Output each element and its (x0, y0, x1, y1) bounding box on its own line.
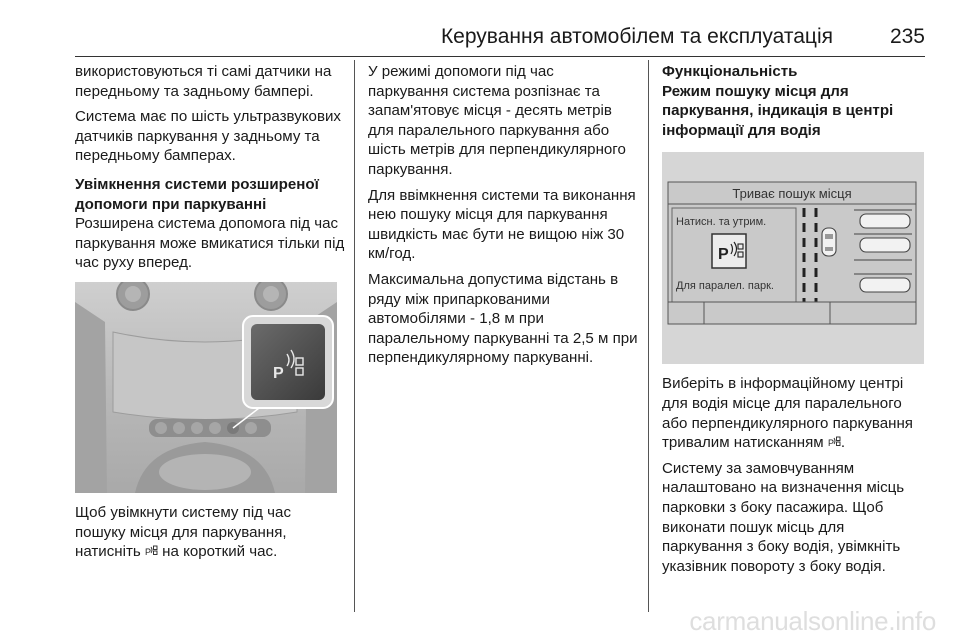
dashboard-photo (75, 282, 337, 493)
display-hint-top: Натисн. та утрим. (676, 216, 767, 229)
page-number: 235 (889, 25, 925, 48)
driver-info-display-illustration (662, 152, 924, 364)
svg-text:P: P (718, 246, 729, 264)
paragraph: Максимальна допустима відстань в ряду між припаркованими автомобілями - 1,8 м при паралельному паркуванні та 2,5 м при перпендикулярному паркуванні. (368, 270, 638, 367)
parking-assist-icon (145, 544, 158, 557)
watermark: carmanualsonline.info (689, 606, 936, 636)
paragraph: Для ввімкнення системи та виконання нею пошуку місця для паркування швидкість має бути не вищою ніж 30 км/год. (368, 186, 636, 263)
display-banner: Триває пошук місця (732, 186, 852, 202)
svg-text:P: P (144, 547, 151, 558)
page-title: Керування автомобілем та експлуатація (440, 25, 833, 48)
column-divider (648, 60, 649, 612)
column-1 (75, 62, 345, 568)
parking-assist-icon (828, 435, 841, 448)
paragraph: Щоб увімкнути систему під час пошуку місця для паркування, натисніть P на короткий час. (75, 503, 291, 561)
section-heading: Функціональність (662, 63, 798, 80)
paragraph: У режимі допомоги під час паркування система розпізнає та запам'ятовує місця - десять метрів для паралельного паркування або шість метрів для перпендикулярного паркування. (368, 63, 626, 178)
paragraph: Система має по шість ультразвукових датчиків паркування у задньому та передньому бамперах. (75, 108, 341, 165)
svg-text:P: P (273, 364, 284, 382)
display-hint-bottom: Для паралел. парк. (676, 280, 774, 293)
svg-text:P: P (827, 438, 834, 449)
paragraph: Систему за замовчуванням налаштовано на визначення місць парковки з боку пасажира. Щоб виконати пошук місць для паркування з боку водія, увімкніть указівник повороту з боку водія. (662, 459, 905, 575)
section-heading: Увімкнення системи розширеної допомоги при паркуванні (75, 175, 319, 213)
subsection-heading: Режим пошуку місця для паркування, індикація в центрі інформації для водія (662, 82, 894, 139)
column-2 (368, 62, 638, 374)
info-display (662, 152, 924, 364)
header-rule (75, 56, 925, 57)
paragraph: Розширена система допомога під час паркування може вмикатися тільки під час руху вперед. (75, 215, 345, 272)
paragraph: Виберіть в інформаційному центрі для водія місце для паралельного або перпендикулярного паркування тривалим натисканням P . (662, 375, 913, 452)
column-divider (354, 60, 355, 612)
page-header (75, 22, 925, 54)
dashboard-button-illustration (75, 282, 337, 493)
paragraph: використовуються ті самі датчики на передньому та задньому бампері. (75, 63, 332, 100)
column-3 (662, 62, 926, 582)
